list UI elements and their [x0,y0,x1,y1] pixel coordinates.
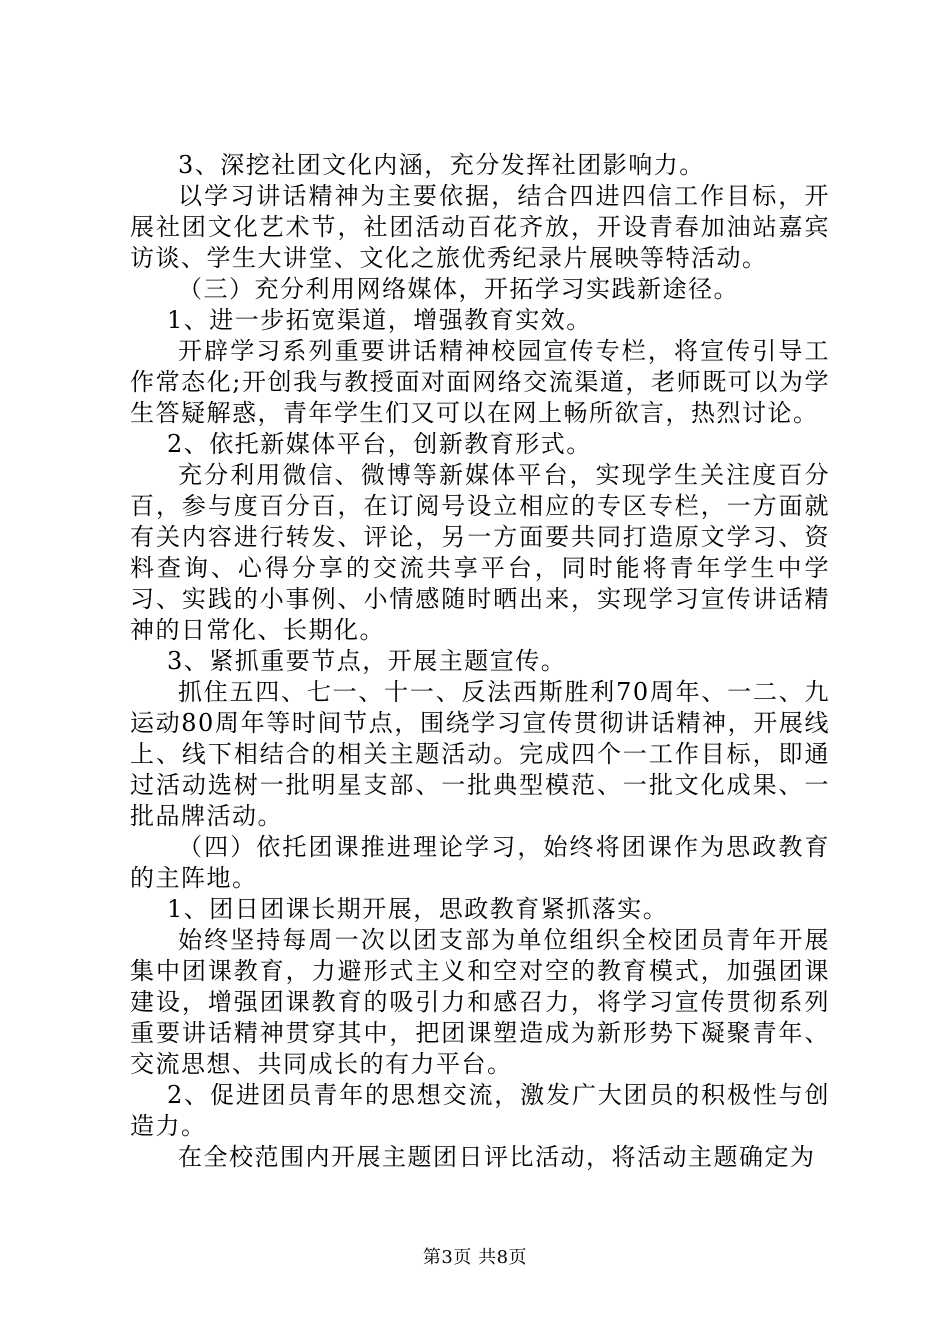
subsection-heading: 3、紧抓重要节点，开展主题宣传。 [167,647,567,675]
body-paragraph: 始终坚持每周一次以团支部为单位组织全校团员青年开展集中团课教育，力避形式主义和空对空的教育模式，加强团课建设，增强团课教育的吸引力和感召力，将学习宣传贯彻系列重要讲话精神贯穿其中，把团课塑造成为新形势下凝聚青年、交流思想、共同成长的有力平台。 [130,926,830,1078]
subsection-heading: 1、进一步拓宽渠道，增强教育实效。 [167,306,592,334]
body-paragraph: 抓住五四、七一、十一、反法西斯胜利70周年、一二、九运动80周年等时间节点，围绕学习宣传贯彻讲话精神，开展线上、线下相结合的相关主题活动。完成四个一工作目标，即通过活动选树一批明星支部、一批典型模范、一批文化成果、一批品牌活动。 [130,678,830,830]
body-paragraph: 以学习讲话精神为主要依据，结合四进四信工作目标，开展社团文化艺术节，社团活动百花齐放，开设青春加油站嘉宾访谈、学生大讲堂、文化之旅优秀纪录片展映等特活动。 [130,182,830,272]
body-paragraph: 开辟学习系列重要讲话精神校园宣传专栏，将宣传引导工作常态化;开创我与教授面对面网络交流渠道，老师既可以为学生答疑解惑，青年学生们又可以在网上畅所欲言，热烈讨论。 [130,337,830,427]
subsection-heading: 2、依托新媒体平台，创新教育形式。 [167,430,592,458]
body-paragraph: 在全校范围内开展主题团日评比活动，将活动主题确定为 [178,1143,816,1171]
subsection-heading: 2、促进团员青年的思想交流，激发广大团员的积极性与创造力。 [130,1081,830,1140]
subsection-heading: 1、团日团课长期开展，思政教育紧抓落实。 [167,895,669,923]
subsection-heading: 3、深挖社团文化内涵，充分发挥社团影响力。 [178,151,705,179]
section-heading: （三）充分利用网络媒体，开拓学习实践新途径。 [178,275,739,303]
body-paragraph: 充分利用微信、微博等新媒体平台，实现学生关注度百分百，参与度百分百，在订阅号设立相应的专区专栏，一方面就有关内容进行转发、评论，另一方面要共同打造原文学习、资料查询、心得分享的交流共享平台，同时能将青年学生中学习、实践的小事例、小情感随时晒出来，实现学习宣传讲话精神的日常化、长期化。 [130,461,830,644]
page-number-footer: 第3页 共8页 [422,1247,528,1268]
document-body [130,150,830,1173]
section-heading: （四）依托团课推进理论学习，始终将团课作为思政教育的主阵地。 [130,833,830,892]
